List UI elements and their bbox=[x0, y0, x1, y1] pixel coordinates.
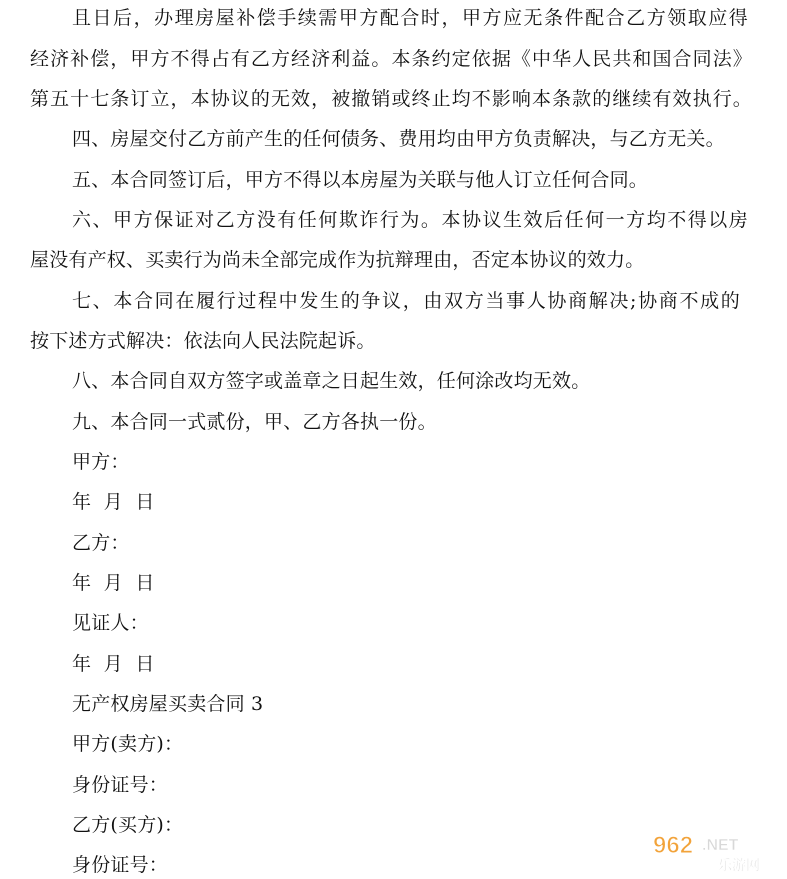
paragraph-line: 屋没有产权、买卖行为尚未全部完成作为抗辩理由，否定本协议的效力。 bbox=[30, 249, 645, 271]
id-number-label: 身份证号： bbox=[72, 854, 169, 876]
svg-text:乐游网: 乐游网 bbox=[718, 858, 760, 874]
paragraph-line: 第五十七条订立，本协议的无效，被撤销或终止均不影响本条款的继续有效执行。 bbox=[30, 88, 752, 110]
date-line: 年 月 日 bbox=[72, 653, 155, 675]
witness-label: 见证人： bbox=[72, 612, 149, 634]
id-number-label: 身份证号： bbox=[72, 774, 169, 796]
contract-title: 无产权房屋买卖合同 3 bbox=[72, 693, 264, 715]
paragraph-line: 经济补偿，甲方不得占有乙方经济利益。本条约定依据《中华人民共和国合同法》 bbox=[30, 48, 752, 70]
party-b-label: 乙方： bbox=[72, 532, 130, 554]
paragraph-line: 九、本合同一式贰份，甲、乙方各执一份。 bbox=[72, 411, 437, 433]
party-a-label: 甲方： bbox=[72, 451, 130, 473]
date-line: 年 月 日 bbox=[72, 491, 155, 513]
seller-label: 甲方(卖方)： bbox=[72, 733, 184, 755]
paragraph-line: 四、房屋交付乙方前产生的任何债务、费用均由甲方负责解决，与乙方无关。 bbox=[72, 128, 725, 150]
paragraph-line: 七、本合同在履行过程中发生的争议，由双方当事人协商解决;协商不成的 bbox=[72, 290, 740, 312]
site-watermark-logo bbox=[645, 829, 781, 875]
buyer-label: 乙方(买方)： bbox=[72, 814, 184, 836]
svg-text:962: 962 bbox=[653, 832, 694, 859]
paragraph-line: 按下述方式解决：依法向人民法院起诉。 bbox=[30, 330, 376, 352]
date-line: 年 月 日 bbox=[72, 572, 155, 594]
paragraph-line: 八、本合同自双方签字或盖章之日起生效，任何涂改均无效。 bbox=[72, 370, 591, 392]
paragraph-line: 且日后，办理房屋补偿手续需甲方配合时，甲方应无条件配合乙方领取应得 bbox=[72, 7, 748, 29]
paragraph-line: 六、甲方保证对乙方没有任何欺诈行为。本协议生效后任何一方均不得以房 bbox=[72, 209, 748, 231]
svg-text:.NET: .NET bbox=[702, 837, 739, 854]
paragraph-line: 五、本合同签订后，甲方不得以本房屋为关联与他人订立任何合同。 bbox=[72, 169, 649, 191]
